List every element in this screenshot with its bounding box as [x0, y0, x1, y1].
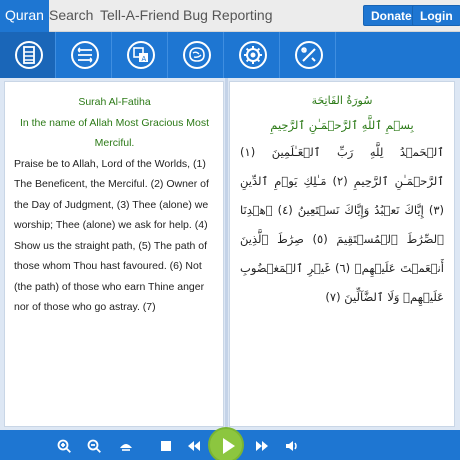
book-icon [14, 40, 44, 70]
next-icon [254, 438, 270, 454]
english-sura-title: Surah Al-Fatiha [78, 96, 151, 108]
settings-icon [238, 40, 268, 70]
play-button[interactable] [208, 427, 244, 460]
top-nav [0, 0, 460, 32]
volume-icon [284, 438, 300, 454]
arabic-bismillah: بِسۡمِ ٱللَّهِ ٱلرَّحۡمَـٰنِ ٱلرَّحِيمِ [270, 118, 414, 132]
arabic-sura-title: سُورَةُ الفَاتِحَة [311, 94, 373, 107]
volume-button[interactable] [284, 438, 300, 454]
sura-button[interactable] [56, 32, 112, 78]
stop-icon [158, 438, 174, 454]
zoom-in-button[interactable] [56, 438, 72, 454]
nav-tab-bug-reporting[interactable]: Bug Reporting [183, 7, 273, 23]
tools-button[interactable] [280, 32, 336, 78]
panel-divider[interactable] [225, 78, 228, 430]
memorize-button[interactable] [168, 32, 224, 78]
zoom-in-icon [56, 438, 72, 454]
login-button[interactable]: Login [412, 5, 460, 26]
svg-text:A: A [141, 56, 147, 63]
translation-button[interactable] [112, 32, 168, 78]
reciter-button[interactable] [118, 438, 134, 454]
brain-icon [182, 40, 212, 70]
english-bismillah: In the name of Allah Most Gracious Most Merciful. [19, 116, 210, 149]
zoom-out-icon [86, 438, 102, 454]
nav-tab-search[interactable]: Search [49, 7, 94, 23]
arabic-panel[interactable] [229, 81, 455, 427]
book-button[interactable] [0, 32, 56, 78]
previous-icon [186, 438, 202, 454]
nav-tab-quran[interactable]: Quran [0, 0, 49, 32]
nav-tab-tell-a-friend[interactable]: Tell-A-Friend [100, 7, 180, 23]
previous-button[interactable] [186, 438, 202, 454]
zoom-out-button[interactable] [86, 438, 102, 454]
reciter-icon [118, 438, 134, 454]
tools-icon [294, 40, 324, 70]
english-verses: Praise be to Allah, Lord of the Worlds, (1) The Beneficent, the Merciful. (2) Owner of the Day of Judgment, (3) Thee (alone) we worship; Thee (alone) we ask for help. (4) Show us the straight path, (5) The path of those whom Thou hast favoured. (6) Not (the path) of those who earn Thine anger nor of those who go astray. (7) [14, 157, 209, 313]
donate-button[interactable]: Donate [363, 5, 420, 26]
toolbar [0, 32, 460, 78]
content-area [0, 78, 460, 430]
settings-button[interactable] [224, 32, 280, 78]
translation-icon [126, 40, 156, 70]
translation-panel[interactable] [4, 81, 224, 427]
stop-button[interactable] [158, 438, 174, 454]
next-button[interactable] [254, 438, 270, 454]
sura-icon [70, 40, 100, 70]
arabic-verses: ٱلۡحَمۡدُ لِلَّهِ رَبِّ ٱلۡعَـٰلَمِينَ (١) ٱلرَّحۡمَـٰنِ ٱلرَّحِيمِ (٢) مَـٰلِكِ يَوۡمِ ٱلدِّينِ (٣) إِيَّاكَ نَعۡبُدُ وَإِيَّاكَ نَسۡتَعِينُ (٤) ٱهۡدِنَا ٱلصِّرَٰطَ ٱلۡمُسۡتَقِيمَ (٥) صِرَٰطَ ٱلَّذِينَ أَنۡعَمۡتَ عَلَيۡهِمۡ (٦) غَيۡرِ ٱلۡمَغۡضُوبِ عَلَيۡهِمۡ وَلَا ٱلضَّآلِّينَ (٧) [240, 145, 444, 304]
